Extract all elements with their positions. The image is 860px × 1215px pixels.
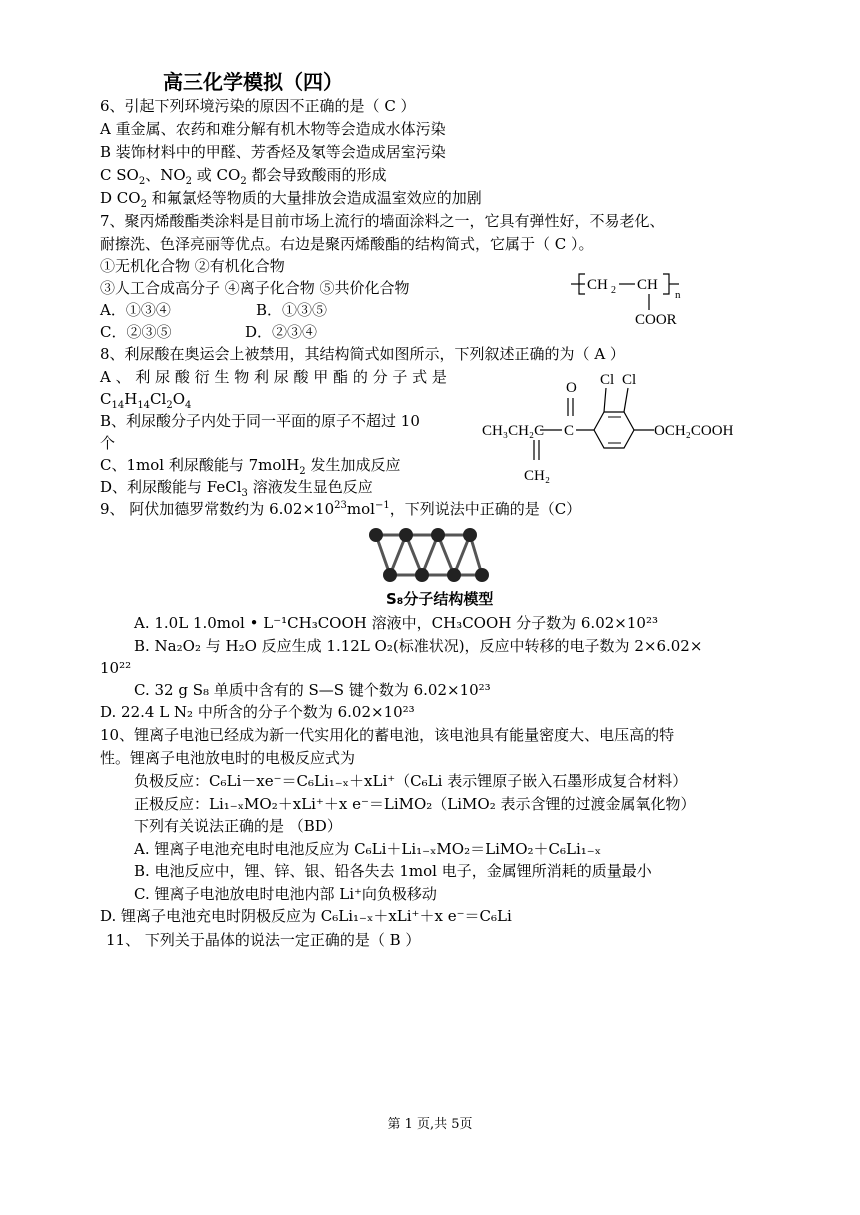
q10-option-d: D. 锂离子电池充电时阴极反应为 C₆Li₁₋ₓ＋xLi⁺＋x e⁻＝C₆Li [100, 907, 512, 925]
svg-text:2: 2 [611, 285, 616, 296]
q9-option-d: D. 22.4 L N₂ 中所含的分子个数为 6.02×10²³ [100, 703, 415, 721]
q6-option-b: B 装饰材料中的甲醛、芳香烃及氡等会造成居室污染 [100, 143, 446, 161]
q8-option-a-line1: A 、 利 尿 酸 衍 生 物 利 尿 酸 甲 酯 的 分 子 式 是 [100, 368, 447, 386]
ethacrynic-acid-structure [478, 368, 743, 490]
q8-option-d: D、利尿酸能与 FeCl$_3$ 溶液发生显色反应 [100, 478, 373, 499]
q7-options-line2: ③人工合成高分子 ④离子化合物 ⑤共价化合物 [100, 279, 410, 297]
struct-n: n [675, 289, 681, 301]
q10-stem-line2: 性。锂离子电池放电时的电极反应式为 [100, 749, 356, 767]
q10-ask: 下列有关说法正确的是 （BD） [134, 817, 342, 835]
q6-option-d: D $CO_2$ 和氟氯烃等物质的大量排放会造成温室效应的加剧 [100, 189, 482, 210]
svg-text:CH₂: CH₂ [524, 468, 551, 484]
q10-option-c: C. 锂离子电池放电时电池内部 Li⁺向负极移动 [134, 885, 437, 903]
page-footer: 第 1 页,共 5页 [387, 1117, 473, 1132]
q6-stem: 6、引起下列环境污染的原因不正确的是（ C ） [100, 97, 416, 115]
q7-stem-line1: 7、聚丙烯酸酯类涂料是目前市场上流行的墙面涂料之一，它具有弹性好，不易老化、 [100, 212, 665, 230]
svg-text:Cl: Cl [600, 372, 615, 388]
page-title: 高三化学模拟（四） [163, 70, 343, 94]
q11-stem: 11、 下列关于晶体的说法一定正确的是（ B ） [106, 931, 421, 949]
svg-text:Cl: Cl [622, 372, 637, 388]
q9-stem: 9、 阿伏加德罗常数约为 $6.02\times 10^{23}mol^{-1}$，下列说法中正确的是（C） [100, 500, 582, 518]
struct-coor: COOR [635, 312, 677, 328]
q10-option-b: B. 电池反应中，锂、锌、银、铅各失去 1mol 电子，金属锂所消耗的质量最小 [134, 862, 652, 880]
q7-option-d: D．②③④ [245, 323, 318, 341]
svg-text:CH₃CH₂C: CH₃CH₂C [482, 423, 545, 439]
q9-option-c: C. 32 g S₈ 单质中含有的 S—S 键个数为 6.02×10²³ [134, 681, 491, 699]
q7-stem-line2: 耐擦洗、色泽亮丽等优点。右边是聚丙烯酸酯的结构简式，它属于（ C ）。 [100, 235, 594, 253]
svg-text:C: C [564, 423, 575, 439]
svg-text:OCH₂COOH: OCH₂COOH [654, 423, 734, 439]
s8-molecule-model [364, 520, 494, 610]
s8-caption: S₈分子结构模型 [386, 590, 494, 608]
q7-option-b: B．①③⑤ [256, 301, 328, 319]
q10-stem-line1: 10、锂离子电池已经成为新一代实用化的蓄电池，该电池具有能量密度大、电压高的特 [100, 726, 675, 744]
q8-option-b-line2: 个 [100, 434, 116, 452]
polyacrylate-structure [565, 262, 705, 330]
q7-option-a: A．①③④ [100, 301, 171, 319]
q8-stem: 8、利尿酸在奥运会上被禁用，其结构简式如图所示，下列叙述正确的为（ A ） [100, 345, 625, 363]
q10-option-a: A. 锂离子电池充电时电池反应为 C₆Li＋Li₁₋ₓMO₂＝LiMO₂＋C₆Li₁₋ₓ [134, 840, 602, 858]
q7-option-c: C．②③⑤ [100, 323, 172, 341]
svg-text:O: O [566, 380, 577, 396]
q10-negative-reaction: 负极反应：C₆Li－xe⁻＝C₆Li₁₋ₓ＋xLi⁺（C₆Li 表示锂原子嵌入石墨形成复合材料） [134, 772, 688, 790]
q9-option-b-line1: B. Na₂O₂ 与 H₂O 反应生成 1.12L O₂(标准状况)，反应中转移的电子数为 2×6.02× [134, 637, 703, 655]
q7-options-line1: ①无机化合物 ②有机化合物 [100, 257, 285, 275]
q9-option-a: A. 1.0L 1.0mol • L⁻¹CH₃COOH 溶液中，CH₃COOH 分子数为 6.02×10²³ [134, 614, 658, 632]
q6-option-a: A 重金属、农药和难分解有机木物等会造成水体污染 [100, 120, 446, 138]
q10-positive-reaction: 正极反应：Li₁₋ₓMO₂＋xLi⁺＋x e⁻＝LiMO₂（LiMO₂ 表示含锂的过渡金属氧化物） [134, 795, 696, 813]
q8-option-a-formula: $C_{14}H_{14}Cl_2O_4$ [100, 390, 192, 411]
q8-option-b-line1: B、利尿酸分子内处于同一平面的原子不超过 10 [100, 412, 420, 430]
q6-option-c: C $SO_2$、$NO_2$ 或 $CO_2$ 都会导致酸雨的形成 [100, 166, 387, 187]
struct-ch: CH [637, 277, 658, 293]
q9-option-b-line2: 10²² [100, 659, 132, 677]
q8-option-c: C、1mol 利尿酸能与 7molH$_2$ 发生加成反应 [100, 456, 401, 477]
struct-ch2: CH [587, 277, 608, 293]
